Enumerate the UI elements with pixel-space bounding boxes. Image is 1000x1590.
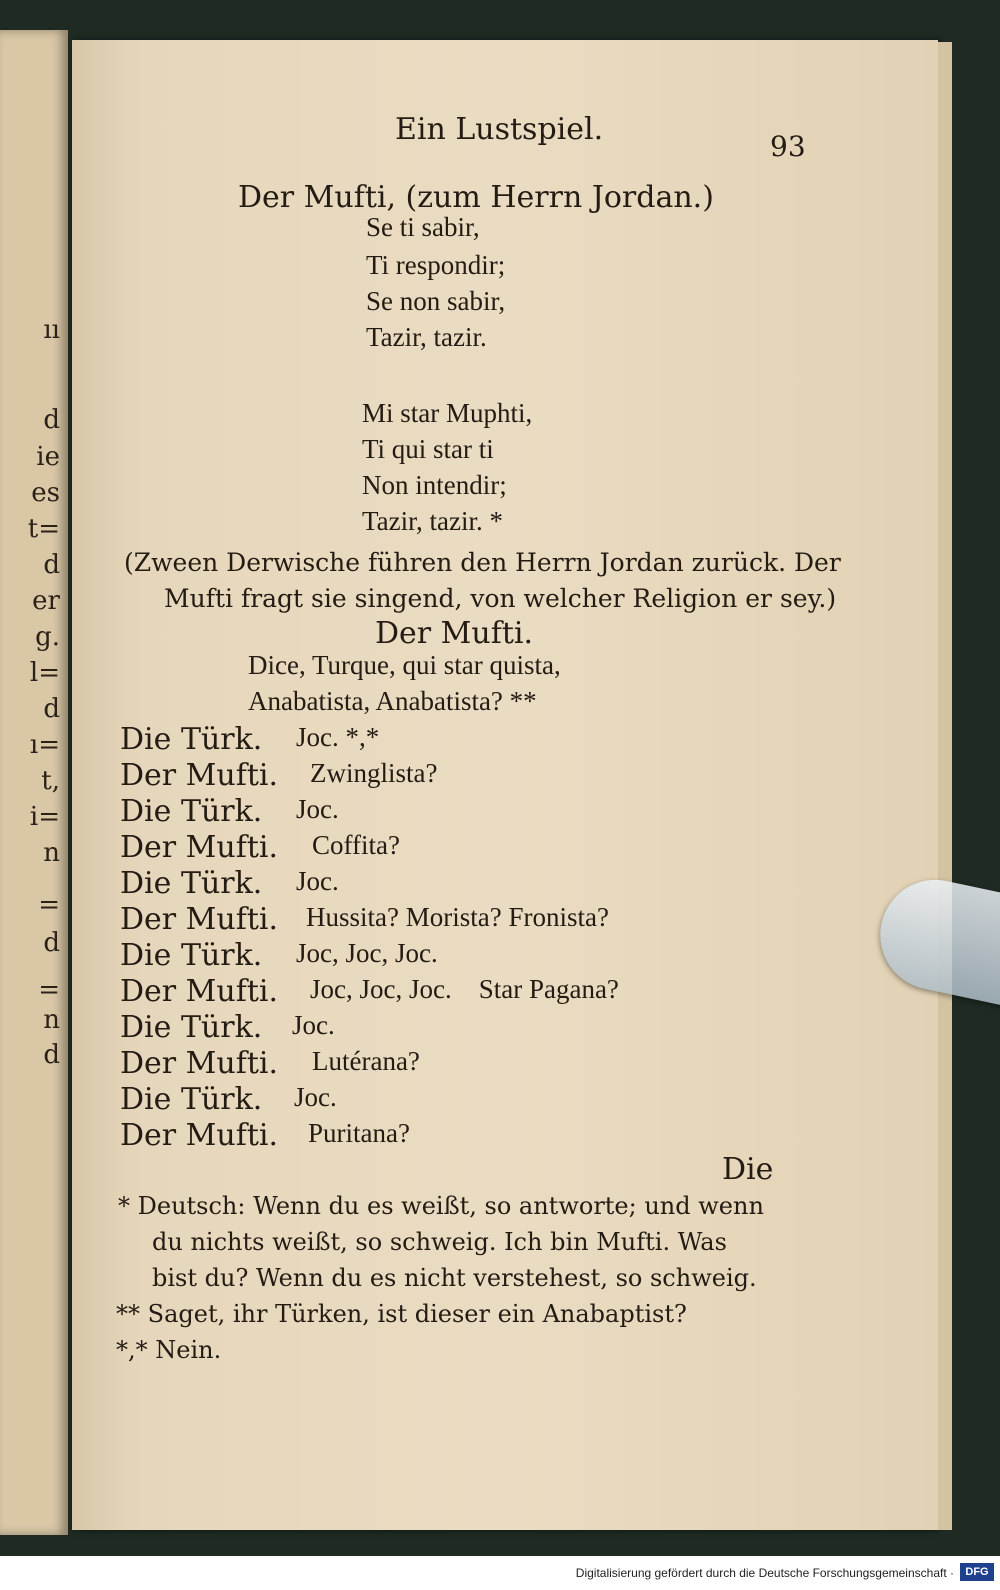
left-page-fragment: ıı [43,315,60,345]
left-page-edge [0,30,68,1535]
dialogue-line: Joc, Joc, Joc. Star Pagana? [310,974,619,1004]
dialogue-speaker: Der Mufti. [120,902,279,937]
left-page-fragment: d [43,1040,60,1070]
verse-line: Tazir, tazir. * [362,506,503,536]
dialogue-speaker: Die Türk. [120,722,263,757]
left-page-fragment: es [31,478,60,508]
page-edge [938,42,952,1530]
verse-line: Dice, Turque, qui star quista, [248,650,561,680]
dfg-logo-icon: DFG [960,1563,994,1581]
running-title: Ein Lustspiel. [395,112,604,147]
left-page-fragment: n [43,838,60,868]
dialogue-line: Puritana? [308,1118,410,1148]
dialogue-line: Joc. [296,794,339,824]
footnote-line: * Deutsch: Wenn du es weißt, so antworte; und wenn [118,1192,764,1220]
left-page-fragment: d [43,928,60,958]
verse-line: Ti respondir; [366,250,506,280]
verse-line: Ti qui star ti [362,434,494,464]
dialogue-speaker: Die Türk. [120,866,263,901]
mufti-heading: Der Mufti. [375,616,534,651]
left-page-fragment: er [32,586,60,616]
verse-line: Mi star Muphti, [362,398,533,428]
left-page-fragment: t= [27,514,60,544]
dialogue-line: Hussita? Morista? Fronista? [306,902,609,932]
footer-bar [0,1556,1000,1590]
dialogue-line: Coffita? [312,830,400,860]
dialogue-speaker: Die Türk. [120,1010,263,1045]
funding-notice: Digitalisierung gefördert durch die Deutsche Forschungsgemeinschaft · [575,1566,954,1580]
left-page-fragment: = [38,890,60,920]
footnote-line: *,* Nein. [116,1336,222,1364]
dialogue-line: Zwinglista? [310,758,438,788]
left-page-fragment: g. [35,622,60,652]
opening-speaker: Der Mufti, (zum Herrn Jordan.) [238,180,714,215]
dialogue-line: Joc. [296,866,339,896]
dialogue-speaker: Der Mufti. [120,974,279,1009]
dialogue-line: Joc. [292,1010,335,1040]
footnote-line: bist du? Wenn du es nicht verstehest, so schweig. [152,1264,757,1292]
left-page-fragment: ie [36,442,60,472]
dialogue-speaker: Der Mufti. [120,1118,279,1153]
dialogue-line: Lutérana? [312,1046,420,1076]
dialogue-line: Joc. [294,1082,337,1112]
left-page-fragment: = [38,975,60,1005]
verse-line: Non intendir; [362,470,507,500]
catchword: Die [722,1152,774,1187]
verse-line: Anabatista, Anabatista? ** [248,686,537,716]
left-page-fragment: t, [41,766,60,796]
dialogue-line: Joc. *,* [296,722,380,752]
footnote-line: du nichts weißt, so schweig. Ich bin Mufti. Was [152,1228,727,1256]
dialogue-speaker: Der Mufti. [120,830,279,865]
stage-direction-line: Mufti fragt sie singend, von welcher Religion er sey.) [164,584,837,613]
verse-line: Se non sabir, [366,286,506,316]
verse-line: Se ti sabir, [366,212,480,242]
stage-direction-line: (Zween Derwische führen den Herrn Jordan zurück. Der [124,548,841,577]
dialogue-speaker: Die Türk. [120,794,263,829]
left-page-fragment: d [43,550,60,580]
left-page-fragment: i= [29,802,60,832]
left-page-fragment: n [43,1005,60,1035]
left-page-fragment: d [43,694,60,724]
left-page-fragment: ı= [29,730,60,760]
dialogue-speaker: Die Türk. [120,938,263,973]
dialogue-speaker: Der Mufti. [120,758,279,793]
dialogue-line: Joc, Joc, Joc. [296,938,438,968]
left-page-fragment: l= [29,658,60,688]
left-page-fragment: d [43,405,60,435]
verse-line: Tazir, tazir. [366,322,487,352]
dialogue-speaker: Der Mufti. [120,1046,279,1081]
dialogue-speaker: Die Türk. [120,1082,263,1117]
footnote-line: ** Saget, ihr Türken, ist dieser ein Anabaptist? [116,1300,687,1328]
page-number: 93 [770,130,806,163]
